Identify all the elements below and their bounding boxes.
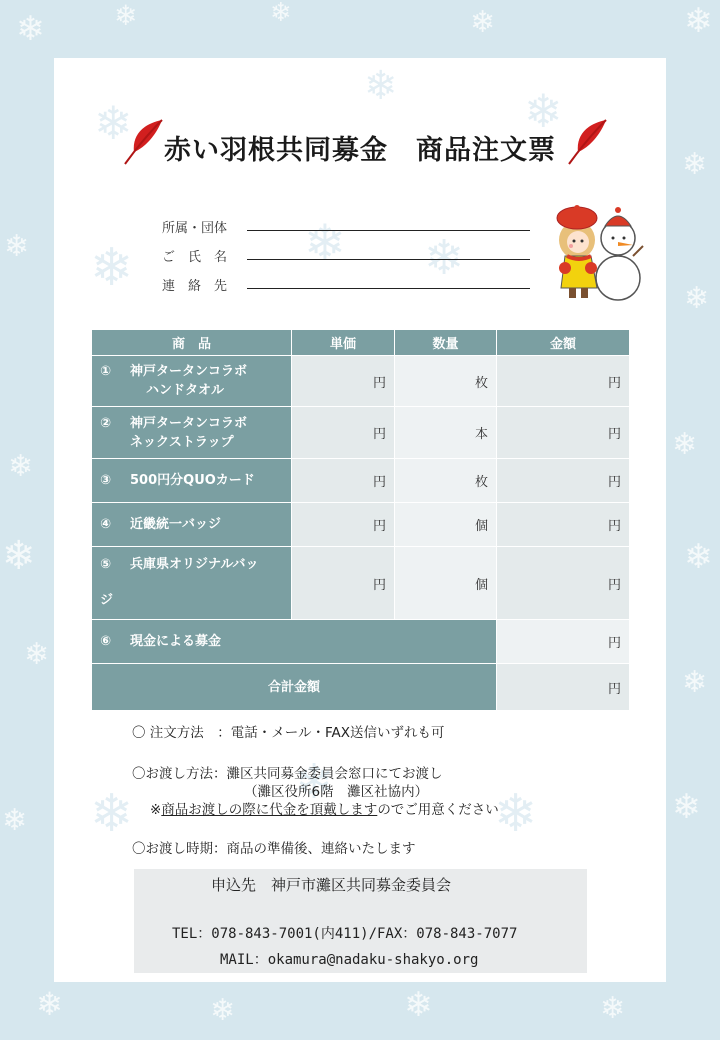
table-row	[92, 503, 630, 547]
snowflake-icon: ❄	[2, 533, 36, 579]
payment-note	[150, 798, 499, 818]
order-method-note: 〇 注文方法 ：電話・メール・FAX送信いずれも可	[132, 725, 445, 741]
snowflake-icon: ❄	[2, 803, 28, 838]
name-label: ご 氏 名	[162, 250, 228, 265]
contact-mail[interactable]: MAIL：okamura@nadaku-shakyo.org	[220, 952, 479, 968]
column-header-unit-price: 単価	[292, 330, 395, 356]
total-row	[92, 664, 630, 711]
contact-box	[134, 869, 587, 973]
quantity-cell[interactable]: 本	[395, 407, 497, 459]
snowflake-icon: ❄	[682, 147, 708, 182]
contact-tel: TEL：078-843-7001(内411)/FAX：078-843-7077	[172, 926, 518, 942]
snowflake-icon: ❄	[304, 214, 346, 272]
column-header-quantity: 数量	[395, 330, 497, 356]
donation-label: 現金による募金	[130, 634, 222, 649]
quantity-cell[interactable]: 個	[395, 503, 497, 547]
snowflake-icon: ❄	[364, 63, 398, 109]
item-number: ④	[100, 517, 112, 532]
quantity-cell[interactable]: 枚	[395, 459, 497, 503]
snowflake-icon: ❄	[672, 787, 701, 827]
payment-note-suffix: のでご用意ください	[377, 802, 499, 818]
snowflake-icon: ❄	[494, 784, 538, 844]
total-label: 合計金額	[92, 664, 497, 711]
product-cell	[92, 547, 292, 620]
table-row	[92, 459, 630, 503]
unit-price-cell[interactable]: 円	[292, 407, 395, 459]
snowflake-icon: ❄	[424, 230, 465, 286]
amount-cell[interactable]: 円	[497, 547, 630, 620]
snowflake-icon: ❄	[24, 637, 50, 672]
contact-label: 連 絡 先	[162, 279, 228, 294]
product-name-line2: ハンドタオル	[146, 383, 225, 398]
item-number: ⑤	[100, 557, 112, 572]
snowflake-icon: ❄	[672, 427, 698, 462]
item-number: ③	[100, 473, 112, 488]
product-cell	[92, 503, 292, 547]
snowflake-icon: ❄	[470, 5, 496, 40]
total-amount-cell[interactable]: 円	[497, 664, 630, 711]
column-header-amount: 金額	[497, 330, 630, 356]
snowflake-icon: ❄	[294, 754, 335, 810]
snowflake-icon: ❄	[114, 0, 138, 32]
product-name-line1: 500円分QUOカード	[130, 473, 255, 488]
snowflake-icon: ❄	[600, 991, 626, 1026]
item-number: ②	[100, 415, 112, 431]
delivery-place-note: （灘区役所6階 灘区社協内）	[244, 784, 429, 800]
product-cell	[92, 459, 292, 503]
payment-note-underlined: 商品お渡しの際に代金を頂戴します	[161, 802, 378, 818]
unit-price-cell[interactable]: 円	[292, 503, 395, 547]
item-number: ①	[100, 364, 112, 379]
snowflake-icon: ❄	[210, 993, 236, 1028]
contact-heading: 申込先 神戸市灘区共同募金委員会	[211, 876, 452, 894]
donation-row	[92, 620, 630, 664]
snowflake-icon: ❄	[524, 84, 563, 138]
table-header-row	[92, 330, 630, 356]
product-name-line1: 近畿統一バッジ	[130, 517, 222, 532]
snowflake-icon: ❄	[4, 229, 30, 264]
product-name-line1: 兵庫県オリジナルバッ	[130, 557, 259, 572]
product-name-line2: ネックストラップ	[130, 434, 234, 450]
unit-price-cell[interactable]: 円	[292, 547, 395, 620]
affiliation-label: 所属・団体	[162, 221, 228, 236]
snowflake-icon: ❄	[684, 281, 710, 316]
snowflake-icon: ❄	[36, 985, 63, 1023]
table-row	[92, 547, 630, 620]
amount-cell[interactable]: 円	[497, 503, 630, 547]
delivery-time-note: 〇お渡し時期：商品の準備後、連絡いたします	[132, 841, 416, 857]
payment-note-prefix: ※	[150, 802, 162, 818]
snowflake-icon: ❄	[682, 665, 708, 700]
snowflake-icon: ❄	[684, 537, 713, 577]
page-title: 赤い羽根共同募金 商品注文票	[164, 135, 556, 166]
column-header-product: 商 品	[92, 330, 292, 356]
unit-price-cell[interactable]: 円	[292, 459, 395, 503]
delivery-method-note: 〇お渡し方法：灘区共同募金委員会窓口にてお渡し	[132, 766, 443, 782]
snowflake-icon: ❄	[8, 449, 34, 484]
contact-field[interactable]	[247, 274, 530, 289]
quantity-cell[interactable]: 個	[395, 547, 497, 620]
quantity-cell[interactable]: 枚	[395, 356, 497, 407]
table-row	[92, 356, 630, 407]
item-number: ⑥	[100, 634, 112, 649]
girl-and-snowman-illustration	[543, 196, 647, 302]
product-name-line1: 神戸タータンコラボ	[130, 415, 248, 431]
product-cell	[92, 356, 292, 407]
snowflake-icon: ❄	[684, 1, 713, 41]
name-field[interactable]	[247, 245, 530, 260]
unit-price-cell[interactable]: 円	[292, 356, 395, 407]
donation-cell	[92, 620, 497, 664]
amount-cell[interactable]: 円	[497, 356, 630, 407]
product-name-line1: 神戸タータンコラボ	[130, 364, 248, 379]
product-cell	[92, 407, 292, 459]
product-name-line2: ジ	[100, 593, 114, 608]
amount-cell[interactable]: 円	[497, 407, 630, 459]
donation-amount-cell[interactable]: 円	[497, 620, 630, 664]
order-table	[91, 329, 630, 711]
snowflake-icon: ❄	[404, 985, 433, 1025]
snowflake-icon: ❄	[90, 784, 134, 844]
table-row	[92, 407, 630, 459]
amount-cell[interactable]: 円	[497, 459, 630, 503]
snowflake-icon: ❄	[270, 0, 292, 28]
snowflake-icon: ❄	[90, 238, 134, 298]
snowflake-icon: ❄	[16, 9, 45, 49]
affiliation-field[interactable]	[247, 216, 530, 231]
snowflake-icon: ❄	[94, 96, 133, 150]
